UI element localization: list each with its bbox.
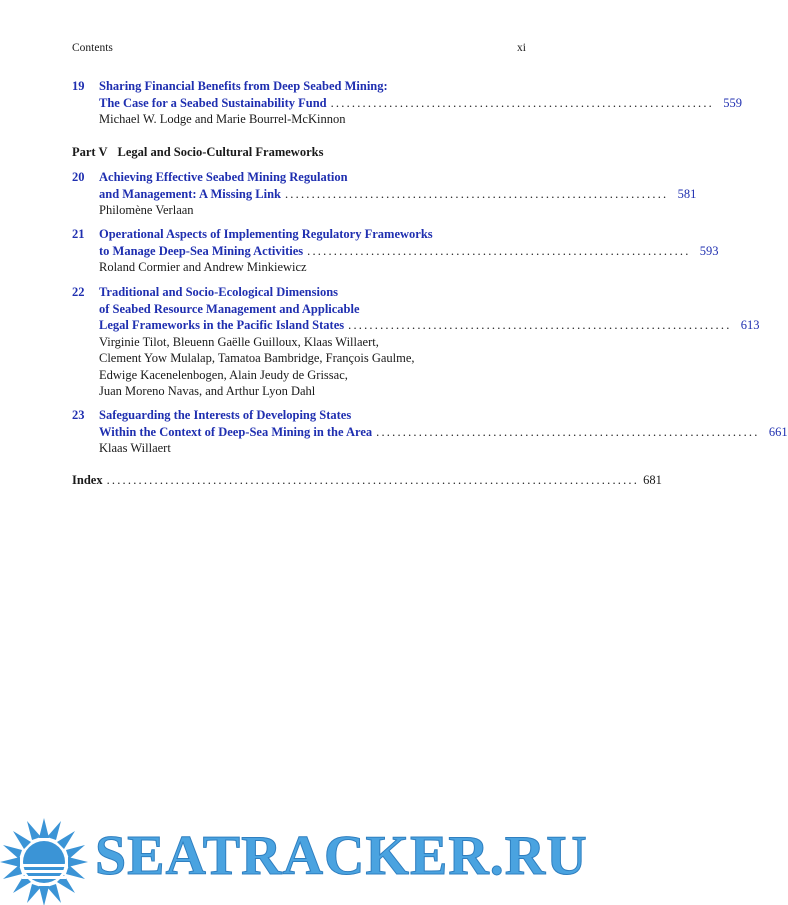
- leader-dots: ........................................................................: [348, 318, 732, 332]
- chapter-title-line[interactable]: Legal Frameworks in the Pacific Island States: [99, 318, 345, 332]
- header-page-number: xi: [517, 42, 526, 54]
- chapter-authors: Philomène Verlaan: [99, 203, 194, 217]
- toc-entry-19[interactable]: [72, 78, 743, 128]
- chapter-authors: Roland Cormier and Andrew Minkiewicz: [99, 260, 307, 274]
- toc-entry-21[interactable]: [72, 226, 719, 276]
- chapter-title-line[interactable]: to Manage Deep-Sea Mining Activities: [99, 243, 304, 258]
- chapter-page-number[interactable]: 613: [740, 318, 760, 332]
- sun-icon: [0, 818, 88, 905]
- chapter-page-number[interactable]: 581: [677, 186, 697, 201]
- chapter-title-line[interactable]: Traditional and Socio-Ecological Dimensions: [99, 285, 339, 299]
- part-title: Legal and Socio-Cultural Frameworks: [117, 145, 324, 159]
- chapter-title-line[interactable]: Safeguarding the Interests of Developing States: [99, 408, 352, 422]
- chapter-title-line[interactable]: Achieving Effective Seabed Mining Regulation: [99, 170, 348, 184]
- leader-dots: ........................................................................: [307, 243, 691, 258]
- chapter-title-line[interactable]: Operational Aspects of Implementing Regulatory Frameworks: [99, 227, 433, 241]
- chapter-authors: Clement Yow Mulalap, Tamatoa Bambridge, François Gaulme,: [99, 351, 415, 365]
- leader-dots: ....................................................................................................: [106, 473, 640, 487]
- chapter-page-number[interactable]: 559: [723, 95, 743, 110]
- chapter-authors: Virginie Tilot, Bleuenn Gaëlle Guilloux, Klaas Willaert,: [99, 334, 379, 349]
- toc-entry-index[interactable]: [72, 473, 662, 488]
- chapter-number: 22: [72, 285, 85, 299]
- chapter-title-line[interactable]: Sharing Financial Benefits from Deep Seabed Mining:: [99, 79, 388, 93]
- chapter-number: 21: [72, 227, 85, 241]
- toc-entry-23[interactable]: [72, 407, 788, 457]
- chapter-authors: Michael W. Lodge and Marie Bourrel-McKinnon: [99, 112, 346, 126]
- header-section-title: Contents: [72, 42, 113, 54]
- chapter-page-number[interactable]: 593: [699, 243, 719, 258]
- chapter-title-line[interactable]: of Seabed Resource Management and Applicable: [99, 301, 360, 316]
- index-page-number[interactable]: 681: [643, 473, 662, 487]
- chapter-authors: Edwige Kacenelenbogen, Alain Jeudy de Grissac,: [99, 367, 348, 382]
- chapter-number: 20: [72, 170, 85, 184]
- index-label[interactable]: Index: [72, 473, 103, 487]
- chapter-authors: Klaas Willaert: [99, 441, 171, 455]
- part-heading: [72, 145, 323, 160]
- chapter-title-line[interactable]: Within the Context of Deep-Sea Mining in the Area: [99, 424, 373, 439]
- chapter-title-line[interactable]: The Case for a Seabed Sustainability Fund: [99, 95, 327, 110]
- part-label: Part V: [72, 145, 108, 159]
- leader-dots: ........................................................................: [330, 95, 715, 110]
- chapter-authors: Juan Moreno Navas, and Arthur Lyon Dahl: [99, 384, 316, 398]
- running-header: [72, 42, 526, 58]
- leader-dots: ........................................................................: [376, 424, 760, 439]
- watermark-text: SEATRACKER.RU: [95, 825, 588, 887]
- chapter-title-line[interactable]: and Management: A Missing Link: [99, 186, 281, 201]
- chapter-number: 19: [72, 79, 85, 93]
- chapter-page-number[interactable]: 661: [768, 424, 788, 439]
- leader-dots: ........................................................................: [284, 186, 669, 201]
- chapter-number: 23: [72, 408, 85, 422]
- toc-entry-22[interactable]: [72, 284, 760, 400]
- toc-entry-20[interactable]: [72, 169, 697, 219]
